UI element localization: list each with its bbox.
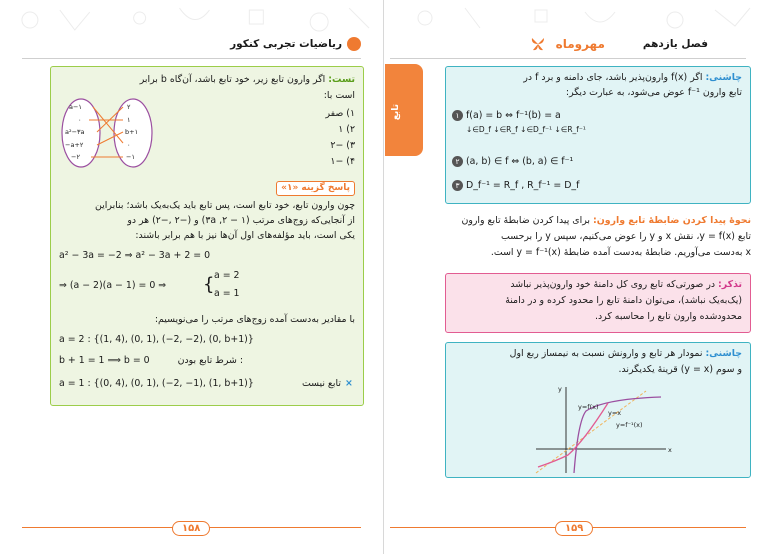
diagram-right-5: −۱ [126, 153, 135, 161]
math-line-3: a = 2 : {(1, 4), (0, 1), (−2, −2), (0, b+1)} [59, 334, 254, 345]
method-line-3: x به‌دست می‌آوریم. ضابطهٔ به‌دست آمده ضابطهٔ y = f⁻¹(x) است. [490, 247, 751, 258]
tip-item-3: ۳ D_f⁻¹ = R_f , R_f⁻¹ = D_f [452, 179, 579, 192]
chapter-title: فصل یازدهم [642, 38, 708, 50]
right-page [385, 0, 768, 554]
tip-1-line-2: تابع وارون f⁻¹ عوض می‌شود، به عبارت دیگر: [565, 87, 742, 98]
tip-tag: چاشنی: [705, 348, 742, 359]
graph-line-label: y=x [608, 409, 622, 417]
not-function-label: تابع نیست [301, 378, 341, 389]
math-line-2: ⇒ (a − 2)(a − 1) = 0 ⇒ [59, 280, 167, 291]
graph-x-label: x [668, 446, 672, 454]
diagram-left-1: a−۱ [69, 103, 82, 111]
explanation-1: چون وارون تابع، خود تابع است، پس تابع باید یک‌به‌یک باشد؛ بنابراین [95, 200, 355, 211]
tip-item-1: ۱ f(a) = b ⇔ f⁻¹(b) = a [452, 109, 561, 122]
method-line-2: تابع y = f(x)، نقش x و y را عوض می‌کنیم، سپس y را برحسب [501, 231, 751, 242]
method-text-1: برای پیدا کردن ضابطهٔ تابع وارون [461, 215, 591, 226]
tip-box-inverse-domain [445, 66, 751, 204]
note-line-2: (یک‌به‌یک نباشد)، می‌توان دامنهٔ تابع را محدود کرده و در دامنهٔ [505, 295, 742, 306]
diagram-left-4: −a+۲ [65, 141, 84, 149]
explanation-2: از آنجایی‌که زوج‌های مرتب (۱ − ۳a ,۲) و (−۲ ,−۲) هر دو [127, 215, 355, 226]
mapping-diagram [59, 95, 155, 171]
left-page-number: ۱۵۸ [172, 521, 210, 536]
note-box [445, 273, 751, 333]
brand-name: مهروماه [555, 37, 605, 51]
diagram-left-3: a²−۳a [65, 128, 85, 136]
math-line-5: a = 1 : {(0, 4), (0, 1), (−2, −1), (1, b+1)} [59, 378, 254, 389]
note-line-1 [454, 278, 742, 291]
tip-1-text: اگر f(x) وارون‌پذیر باشد، جای دامنه و برد f در [523, 72, 703, 83]
wrong-mark-icon: × [345, 378, 353, 389]
option-4: ۴) −۱ [330, 156, 355, 167]
inverse-function-graph [526, 381, 676, 477]
test-question [59, 73, 355, 86]
method-title: نحوهٔ پیدا کردن ضابطهٔ تابع وارون: [593, 215, 751, 226]
tip-box-graph [445, 342, 751, 478]
note-text-1: در صورتی‌که تابع روی کل دامنهٔ خود وارون‌پذیر نباشد [510, 279, 716, 290]
tip-2-text: نمودار هر تابع و وارونش نسبت به نیمساز ربع اول [509, 348, 703, 359]
tip-2-line-1 [454, 347, 742, 360]
math-line-4: b + 1 = 1 ⟹ b = 0 [59, 355, 150, 366]
diagram-right-4: ۰ [127, 141, 131, 149]
graph-f-label: y=f(x) [578, 403, 599, 411]
chapter-side-tab [385, 64, 423, 156]
diagram-left-2: ۰ [78, 116, 82, 124]
side-tab-label: تابع [391, 104, 401, 121]
test-box [50, 66, 364, 406]
option-2: ۲) ۱ [338, 124, 355, 135]
function-condition-label: : شرط تابع بودن [177, 355, 243, 366]
question-end: است با: [323, 90, 355, 101]
option-3: ۳) −۲ [330, 140, 355, 151]
answer-row [59, 181, 355, 196]
graph-finv-label: y=f⁻¹(x) [616, 421, 643, 429]
diagram-right-3: b+۱ [125, 128, 139, 136]
right-page-number: ۱۵۹ [555, 521, 593, 536]
tip-1-line-1 [454, 71, 742, 84]
case-1: a = 2 [214, 270, 240, 281]
book-title: ریاضیات تجربی کنکور [230, 38, 342, 50]
tip-item-1-sub: ↓∈D_f ↓∈R_f ↓∈D_f⁻¹ ↓∈R_f⁻¹ [466, 125, 586, 134]
option-1: ۱) صفر [325, 108, 355, 119]
graph-y-label: y [558, 385, 562, 393]
header-divider [22, 58, 361, 59]
brand-logo-icon [530, 36, 546, 52]
note-line-3: محدودشده وارون تابع را محاسبه کرد. [595, 311, 742, 322]
math-line-1: a² − 3a = −2 ⇒ a² − 3a + 2 = 0 [59, 250, 211, 261]
substitution-text: با مقادیر به‌دست آمده زوج‌های مرتب را می‌نویسیم: [154, 314, 355, 325]
diagram-right-2: ۱ [127, 116, 131, 124]
case-brace: { [203, 274, 215, 295]
book-logo-icon [347, 37, 361, 51]
case-2: a = 1 [214, 288, 240, 299]
question-text: اگر وارون تابع زیر، خود تابع باشد، آن‌گاه b برابر [139, 74, 326, 85]
left-header [170, 31, 361, 57]
explanation-3: یکی است، باید مؤلفه‌های اول آن‌ها نیز با هم برابر باشند: [135, 230, 355, 241]
method-line-1 [445, 214, 751, 227]
tip-item-2: ۲ (a, b) ∈ f ⇔ (b, a) ∈ f⁻¹ [452, 155, 573, 168]
header-divider [390, 58, 746, 59]
tip-2-line-2: و سوم (y = x) قرینهٔ یکدیگرند. [618, 364, 742, 375]
diagram-left-5: −۲ [71, 153, 80, 161]
right-header [430, 31, 708, 57]
answer-label: پاسخ گزینه «۱» [276, 181, 355, 196]
diagram-right-1: ۲ [127, 103, 131, 111]
test-tag: تست: [328, 74, 355, 85]
tip-tag: چاشنی: [705, 72, 742, 83]
note-tag: تذکر: [718, 279, 742, 290]
